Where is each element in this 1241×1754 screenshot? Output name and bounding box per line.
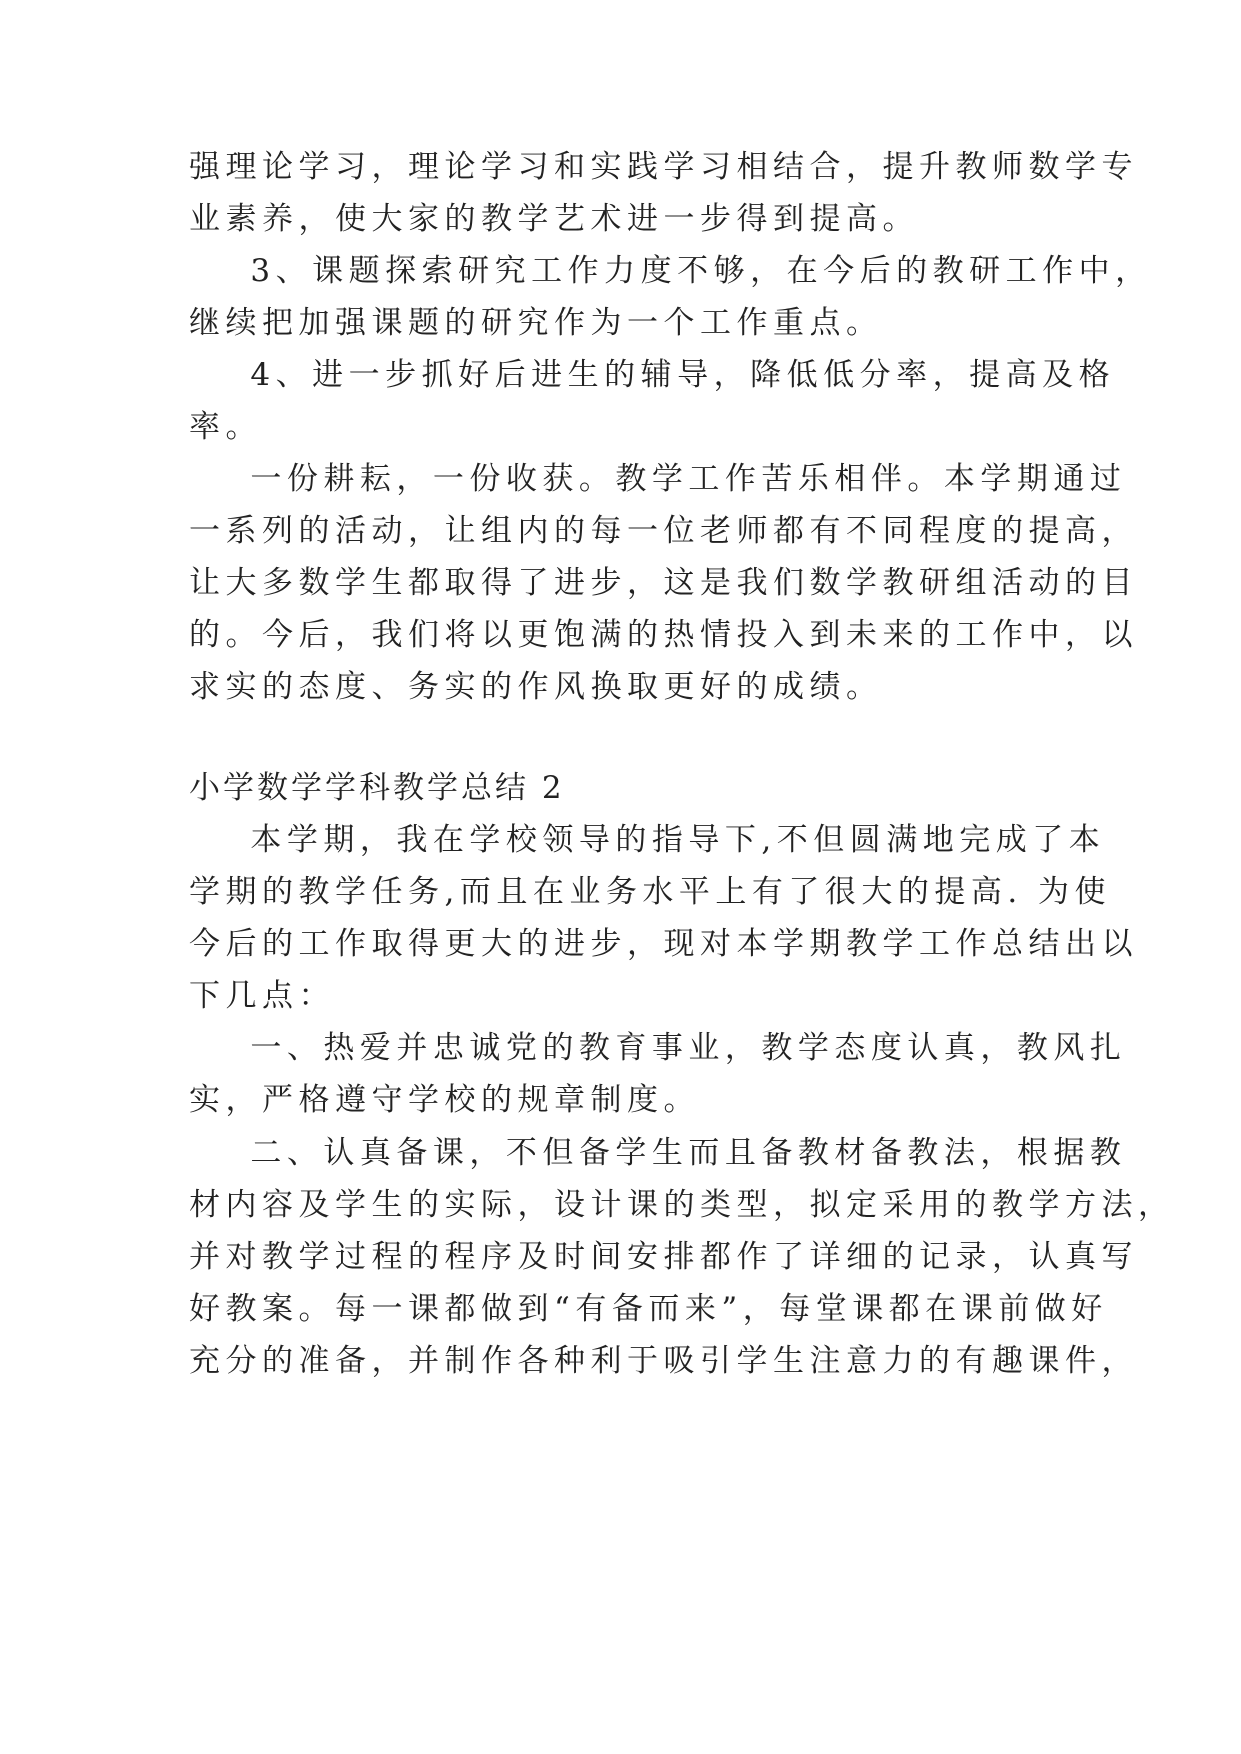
paragraph-line: 好教案。每一课都做到“有备而来”，每堂课都在课前做好 — [189, 1291, 1108, 1327]
paragraph-line: 的。今后，我们将以更饱满的热情投入到未来的工作中，以 — [189, 617, 1138, 653]
paragraph-line: 今后的工作取得更大的进步，现对本学期教学工作总结出以 — [189, 926, 1138, 962]
list-item-line: 率。 — [189, 409, 262, 445]
paragraph-line: 本学期，我在学校领导的指导下,不但圆满地完成了本 — [189, 822, 1106, 858]
paragraph-line: 充分的准备，并制作各种利于吸引学生注意力的有趣课件， — [189, 1343, 1138, 1379]
paragraph-line: 求实的态度、务实的作风换取更好的成绩。 — [189, 669, 883, 705]
list-item-line: 3、课题探索研究工作力度不够，在今后的教研工作中， — [189, 253, 1152, 289]
paragraph-line: 一系列的活动，让组内的每一位老师都有不同程度的提高， — [189, 513, 1138, 549]
section-title: 小学数学学科教学总结 2 — [189, 770, 565, 806]
paragraph-line: 一、热爱并忠诚党的教育事业，教学态度认真，教风扎 — [189, 1030, 1127, 1066]
paragraph-line: 实，严格遵守学校的规章制度。 — [189, 1082, 700, 1118]
paragraph-line: 材内容及学生的实际，设计课的类型，拟定采用的教学方法， — [189, 1187, 1175, 1223]
list-item-line: 4、进一步抓好后进生的辅导，降低低分率，提高及格 — [189, 357, 1116, 393]
text-line: 强理论学习，理论学习和实践学习相结合，提升教师数学专 — [189, 149, 1138, 185]
text-line: 业素养，使大家的教学艺术进一步得到提高。 — [189, 201, 919, 237]
list-item-line: 继续把加强课题的研究作为一个工作重点。 — [189, 305, 883, 341]
paragraph-line: 一份耕耘，一份收获。教学工作苦乐相伴。本学期通过 — [189, 461, 1127, 497]
paragraph-line: 并对教学过程的程序及时间安排都作了详细的记录，认真写 — [189, 1239, 1138, 1275]
paragraph-line: 下几点： — [189, 978, 335, 1014]
paragraph-line: 让大多数学生都取得了进步，这是我们数学教研组活动的目 — [189, 565, 1138, 601]
paragraph-line: 学期的教学任务,而且在业务水平上有了很大的提高. 为使 — [189, 874, 1112, 910]
paragraph-line: 二、认真备课，不但备学生而且备教材备教法，根据教 — [189, 1135, 1127, 1171]
